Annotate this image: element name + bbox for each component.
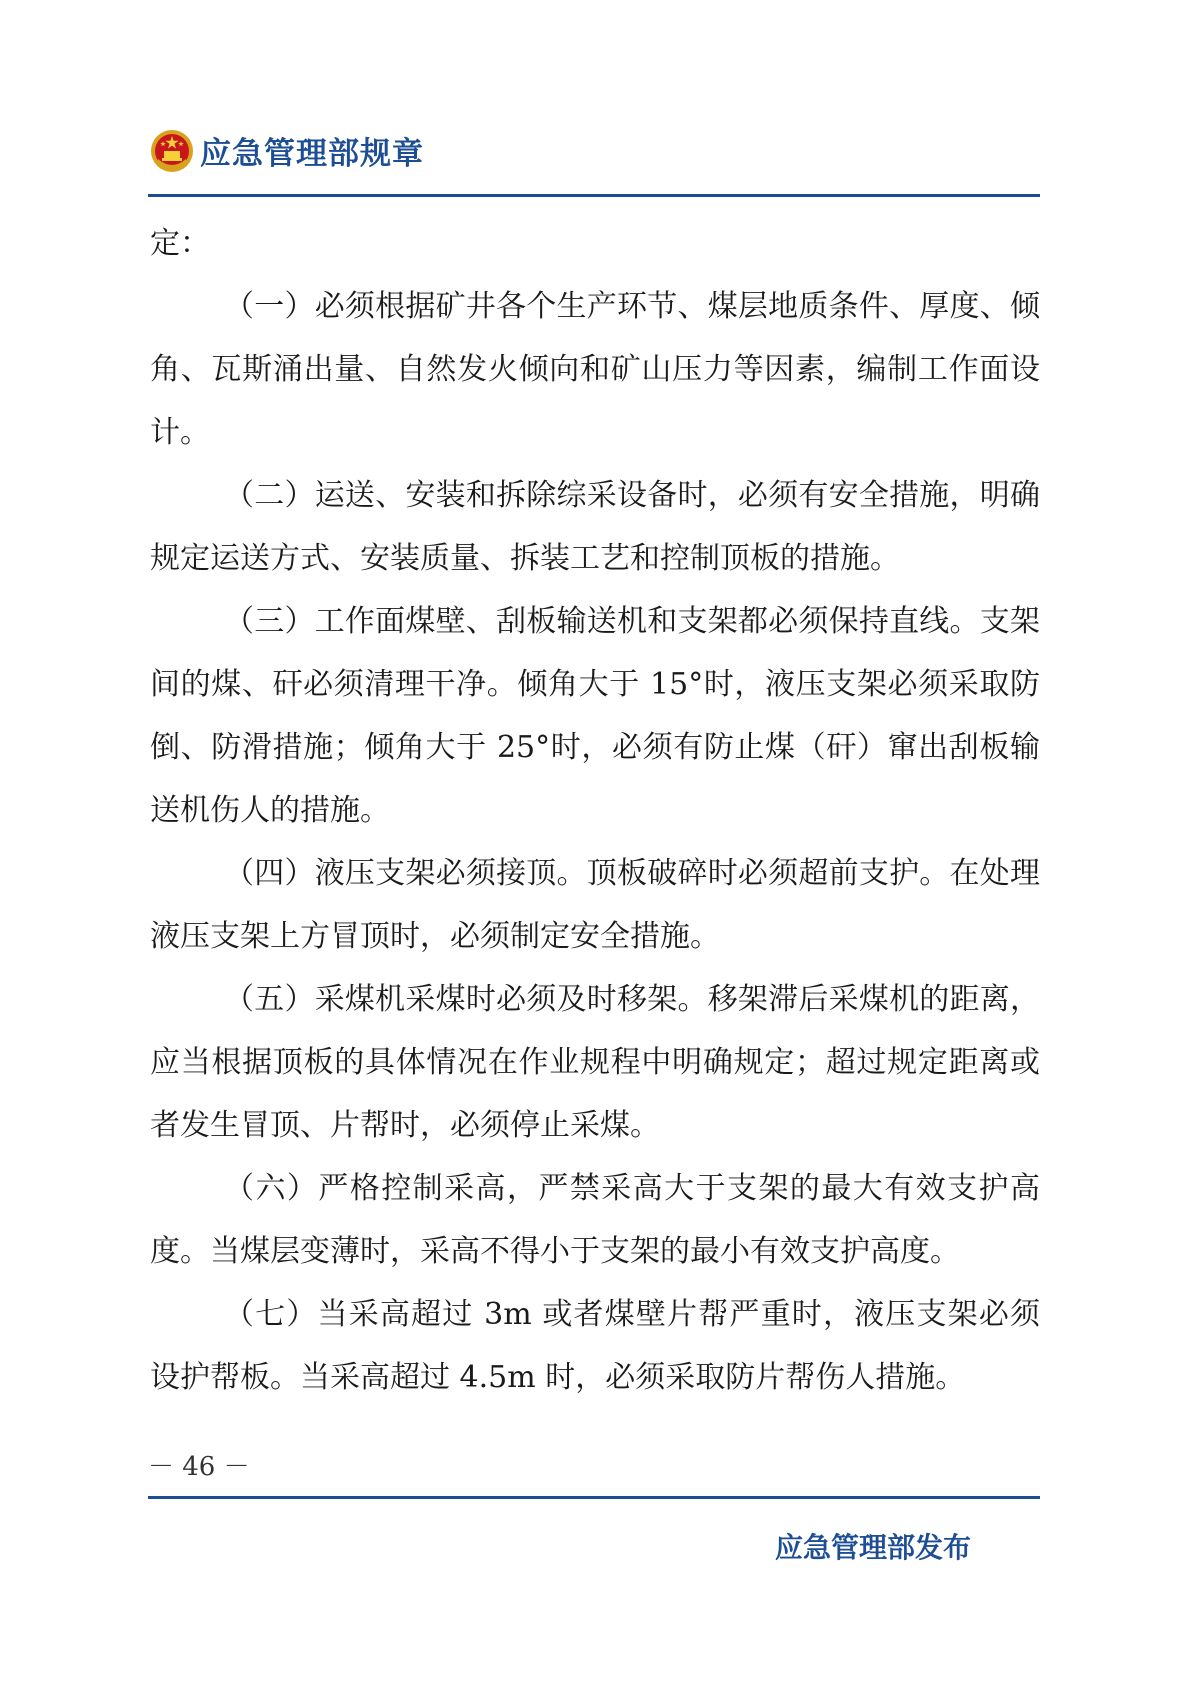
paragraph-item-5: （五）采煤机采煤时必须及时移架。移架滞后采煤机的距离，应当根据顶板的具体情况在作业规程中明确规定；超过规定距离或者发生冒顶、片帮时，必须停止采煤。 <box>150 982 1040 1143</box>
footer-publisher: 应急管理部发布 <box>774 1531 971 1564</box>
paragraph-continuation: 定： <box>150 226 210 261</box>
footer-divider <box>148 1496 1040 1499</box>
national-emblem-icon <box>150 129 194 173</box>
document-body <box>150 212 1040 1409</box>
paragraph-item-7: （七）当采高超过 3m 或者煤壁片帮严重时，液压支架必须设护帮板。当采高超过 4.5m 时，必须采取防片帮伤人措施。 <box>150 1297 1040 1395</box>
paragraph-item-6: （六）严格控制采高，严禁采高大于支架的最大有效支护高度。当煤层变薄时，采高不得小于支架的最小有效支护高度。 <box>150 1171 1040 1269</box>
paragraph-item-2: （二）运送、安装和拆除综采设备时，必须有安全措施，明确规定运送方式、安装质量、拆装工艺和控制顶板的措施。 <box>150 478 1040 576</box>
paragraph-item-4: （四）液压支架必须接顶。顶板破碎时必须超前支护。在处理液压支架上方冒顶时，必须制定安全措施。 <box>150 856 1040 954</box>
paragraph-item-3: （三）工作面煤壁、刮板输送机和支架都必须保持直线。支架间的煤、矸必须清理干净。倾角大于 15°时，液压支架必须采取防倒、防滑措施；倾角大于 25°时，必须有防止煤（矸）窜出刮板输送机伤人的措施。 <box>150 604 1040 828</box>
page-number: － 46 － <box>148 1452 250 1482</box>
header-divider <box>148 194 1040 197</box>
paragraph-item-1: （一）必须根据矿井各个生产环节、煤层地质条件、厚度、倾角、瓦斯涌出量、自然发火倾向和矿山压力等因素，编制工作面设计。 <box>150 289 1040 450</box>
header-title: 应急管理部规章 <box>200 136 424 172</box>
page-header <box>150 128 424 173</box>
